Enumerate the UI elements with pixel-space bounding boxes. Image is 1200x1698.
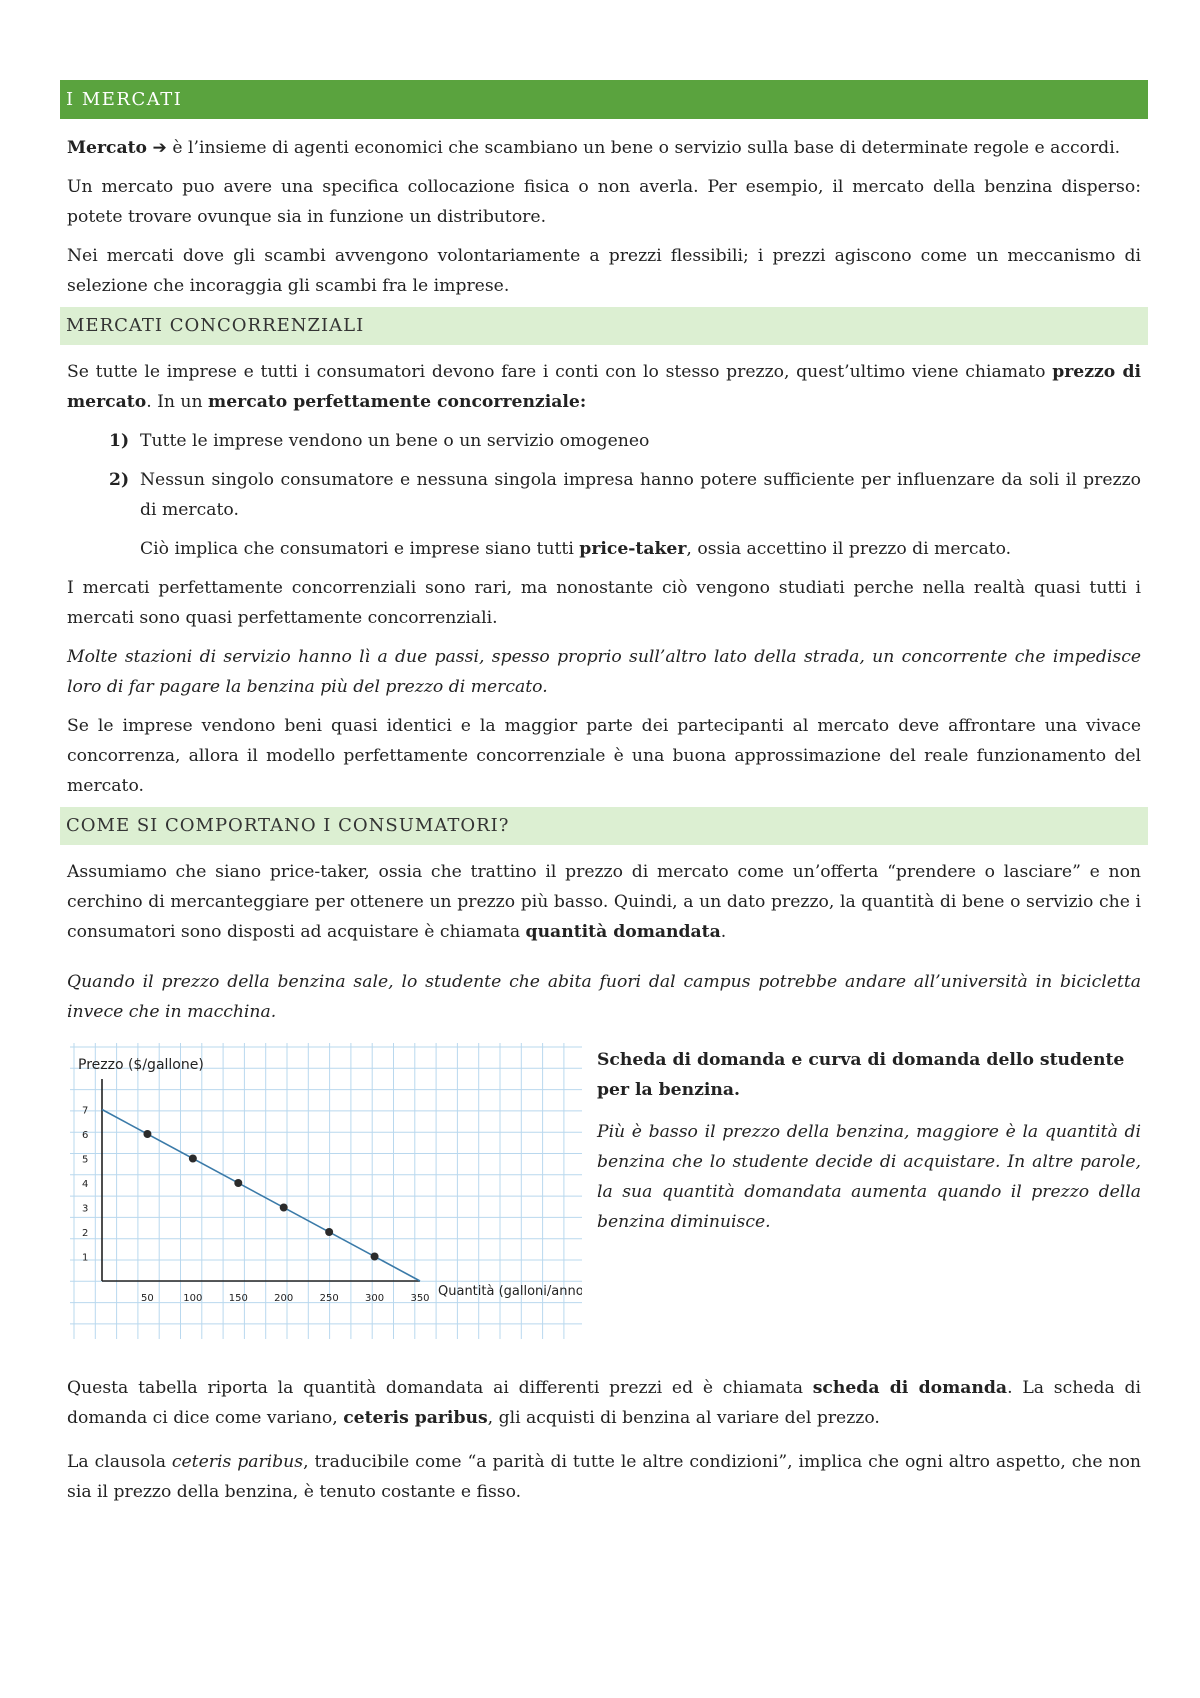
term-ceteris-paribus: ceteris paribus xyxy=(343,1408,488,1428)
x-tick-label: 200 xyxy=(274,1293,294,1304)
term-quantita-domandata: quantità domandata xyxy=(525,922,721,942)
list-item xyxy=(67,465,1141,525)
paragraph-ceteris-paribus xyxy=(67,1447,1141,1507)
text-run: . In un xyxy=(146,392,209,412)
paragraph-quantita-domandata xyxy=(67,857,1141,947)
list-number: 1) xyxy=(109,431,130,451)
text-run: Se tutte le imprese e tutti i consumatori devono fare i conti con lo stesso prezzo, quest’ultimo viene chiamato xyxy=(67,362,1053,382)
paragraph-esempio-stazioni: Molte stazioni di servizio hanno lì a due passi, spesso proprio sull’altro lato della strada, un concorrente che impedisce loro di far pagare la benzina più del prezzo di mercato. xyxy=(67,647,1141,697)
x-tick-label: 100 xyxy=(183,1293,203,1304)
paragraph-approssimazione: Se le imprese vendono beni quasi identici e la maggior parte dei partecipanti al mercato deve affrontare una vivace concorrenza, allora il modello perfettamente concorrenziale è una buona approssimazione del reale funzionamento del mercato. xyxy=(67,716,1141,796)
term-ceteris-paribus-italic: ceteris paribus xyxy=(171,1452,304,1472)
data-point xyxy=(280,1204,288,1212)
figure-row xyxy=(67,1043,1141,1343)
text-run: Questa tabella riporta la quantità domandata ai differenti prezzi ed è chiamata xyxy=(67,1378,813,1398)
term-scheda-di-domanda: scheda di domanda xyxy=(812,1378,1008,1398)
section-heading-mercati: I MERCATI xyxy=(60,80,1148,119)
term-mercato: Mercato xyxy=(67,138,148,158)
y-ticks xyxy=(82,1106,88,1264)
y-tick-label: 3 xyxy=(82,1203,89,1215)
demand-chart-svg xyxy=(70,1043,582,1343)
text-run: Ciò implica che consumatori e imprese siano tutti xyxy=(140,539,580,559)
x-tick-label: 300 xyxy=(365,1293,385,1304)
term-mercato-perfettamente-concorrenziale: mercato perfettamente concorrenziale: xyxy=(208,392,587,412)
document-content xyxy=(67,80,1141,1507)
data-point xyxy=(234,1179,242,1187)
paragraph-mercati-rari: I mercati perfettamente concorrenziali sono rari, ma nonostante ciò vengono studiati perche nella realtà quasi tutti i mercati sono quasi perfettamente concorrenziali. xyxy=(67,578,1141,628)
paragraph-scheda-domanda xyxy=(67,1373,1141,1433)
text-run: , traducibile come “a parità di tutte le altre condizioni”, implica che ogni altro aspetto, che non sia il prezzo della benzina, è tenuto costante e fisso. xyxy=(67,1452,1141,1502)
figure-caption xyxy=(597,1045,1141,1237)
paragraph-prezzo-mercato xyxy=(67,357,1141,417)
paragraph-price-taker xyxy=(67,534,1141,564)
y-tick-label: 4 xyxy=(82,1179,89,1190)
x-tick-label: 350 xyxy=(410,1293,430,1304)
definition-text: è l’insieme di agenti economici che scambiano un bene o servizio sulla base di determinate regole e accordi. xyxy=(166,138,1121,158)
figure-title: Scheda di domanda e curva di domanda dello studente per la benzina. xyxy=(597,1050,1125,1100)
x-tick-label: 250 xyxy=(319,1293,339,1304)
y-tick-label: 6 xyxy=(82,1130,89,1141)
x-tick-label: 150 xyxy=(228,1293,248,1304)
data-point xyxy=(325,1228,333,1236)
demand-chart xyxy=(70,1043,582,1343)
list-item-text: Nessun singolo consumatore e nessuna singola impresa hanno potere sufficiente per influenzare da soli il prezzo di mercato. xyxy=(140,470,1141,520)
text-run: , ossia accettino il prezzo di mercato. xyxy=(686,539,1012,559)
list-item xyxy=(67,426,1141,456)
paragraph-prezzi-flessibili: Nei mercati dove gli scambi avvengono volontariamente a prezzi flessibili; i prezzi agiscono come un meccanismo di selezione che incoraggia gli scambi fra le imprese. xyxy=(67,246,1141,296)
y-tick-label: 7 xyxy=(82,1105,89,1117)
conditions-list xyxy=(67,426,1141,525)
data-point xyxy=(189,1155,197,1163)
text-run: Assumiamo che siano price-taker, ossia che trattino il prezzo di mercato come un’offerta “prendere o lasciare” e non cerchino di mercanteggiare per ottenere un prezzo più basso. Quindi, a un dato prezzo, la quantità di bene o servizio che i consumatori sono disposti ad acquistare è chiamata xyxy=(67,862,1141,942)
figure-description: Più è basso il prezzo della benzina, maggiore è la quantità di benzina che lo studente decide di acquistare. In altre parole, la sua quantità domandata aumenta quando il prezzo della benzina diminuisce. xyxy=(597,1122,1141,1232)
data-point xyxy=(371,1253,379,1261)
text-run: La clausola xyxy=(67,1452,172,1472)
paragraph-collocazione: Un mercato puo avere una specifica collocazione fisica o non averla. Per esempio, il mercato della benzina disperso: potete trovare ovunque sia in funzione un distributore. xyxy=(67,177,1141,227)
y-tick-label: 5 xyxy=(82,1154,89,1166)
list-number: 2) xyxy=(109,470,130,490)
section-heading-concorrenziali: MERCATI CONCORRENZIALI xyxy=(60,307,1148,345)
paragraph-esempio-studente: Quando il prezzo della benzina sale, lo studente che abita fuori dal campus potrebbe andare all’università in bicicletta invece che in macchina. xyxy=(67,972,1141,1022)
term-price-taker: price-taker xyxy=(579,539,687,559)
paragraph-definition xyxy=(67,133,1141,163)
arrow-icon: ➔ xyxy=(152,138,167,158)
term-prezzo-di-mercato: prezzo di mercato xyxy=(67,362,1142,412)
y-axis-label: Prezzo ($/gallone) xyxy=(78,1057,204,1073)
text-run: , gli acquisti di benzina al variare del prezzo. xyxy=(487,1408,880,1428)
data-point xyxy=(143,1130,151,1138)
text-run: . xyxy=(720,922,727,942)
y-tick-label: 1 xyxy=(82,1252,89,1264)
section-heading-consumatori: COME SI COMPORTANO I CONSUMATORI? xyxy=(60,807,1148,845)
x-axis-label: Quantità (galloni/anno) xyxy=(438,1284,582,1299)
x-tick-label: 50 xyxy=(141,1293,154,1304)
y-tick-label: 2 xyxy=(82,1228,89,1239)
list-item-text: Tutte le imprese vendono un bene o un servizio omogeneo xyxy=(140,431,650,451)
text-run: . La scheda di domanda ci dice come variano, xyxy=(67,1378,1141,1428)
